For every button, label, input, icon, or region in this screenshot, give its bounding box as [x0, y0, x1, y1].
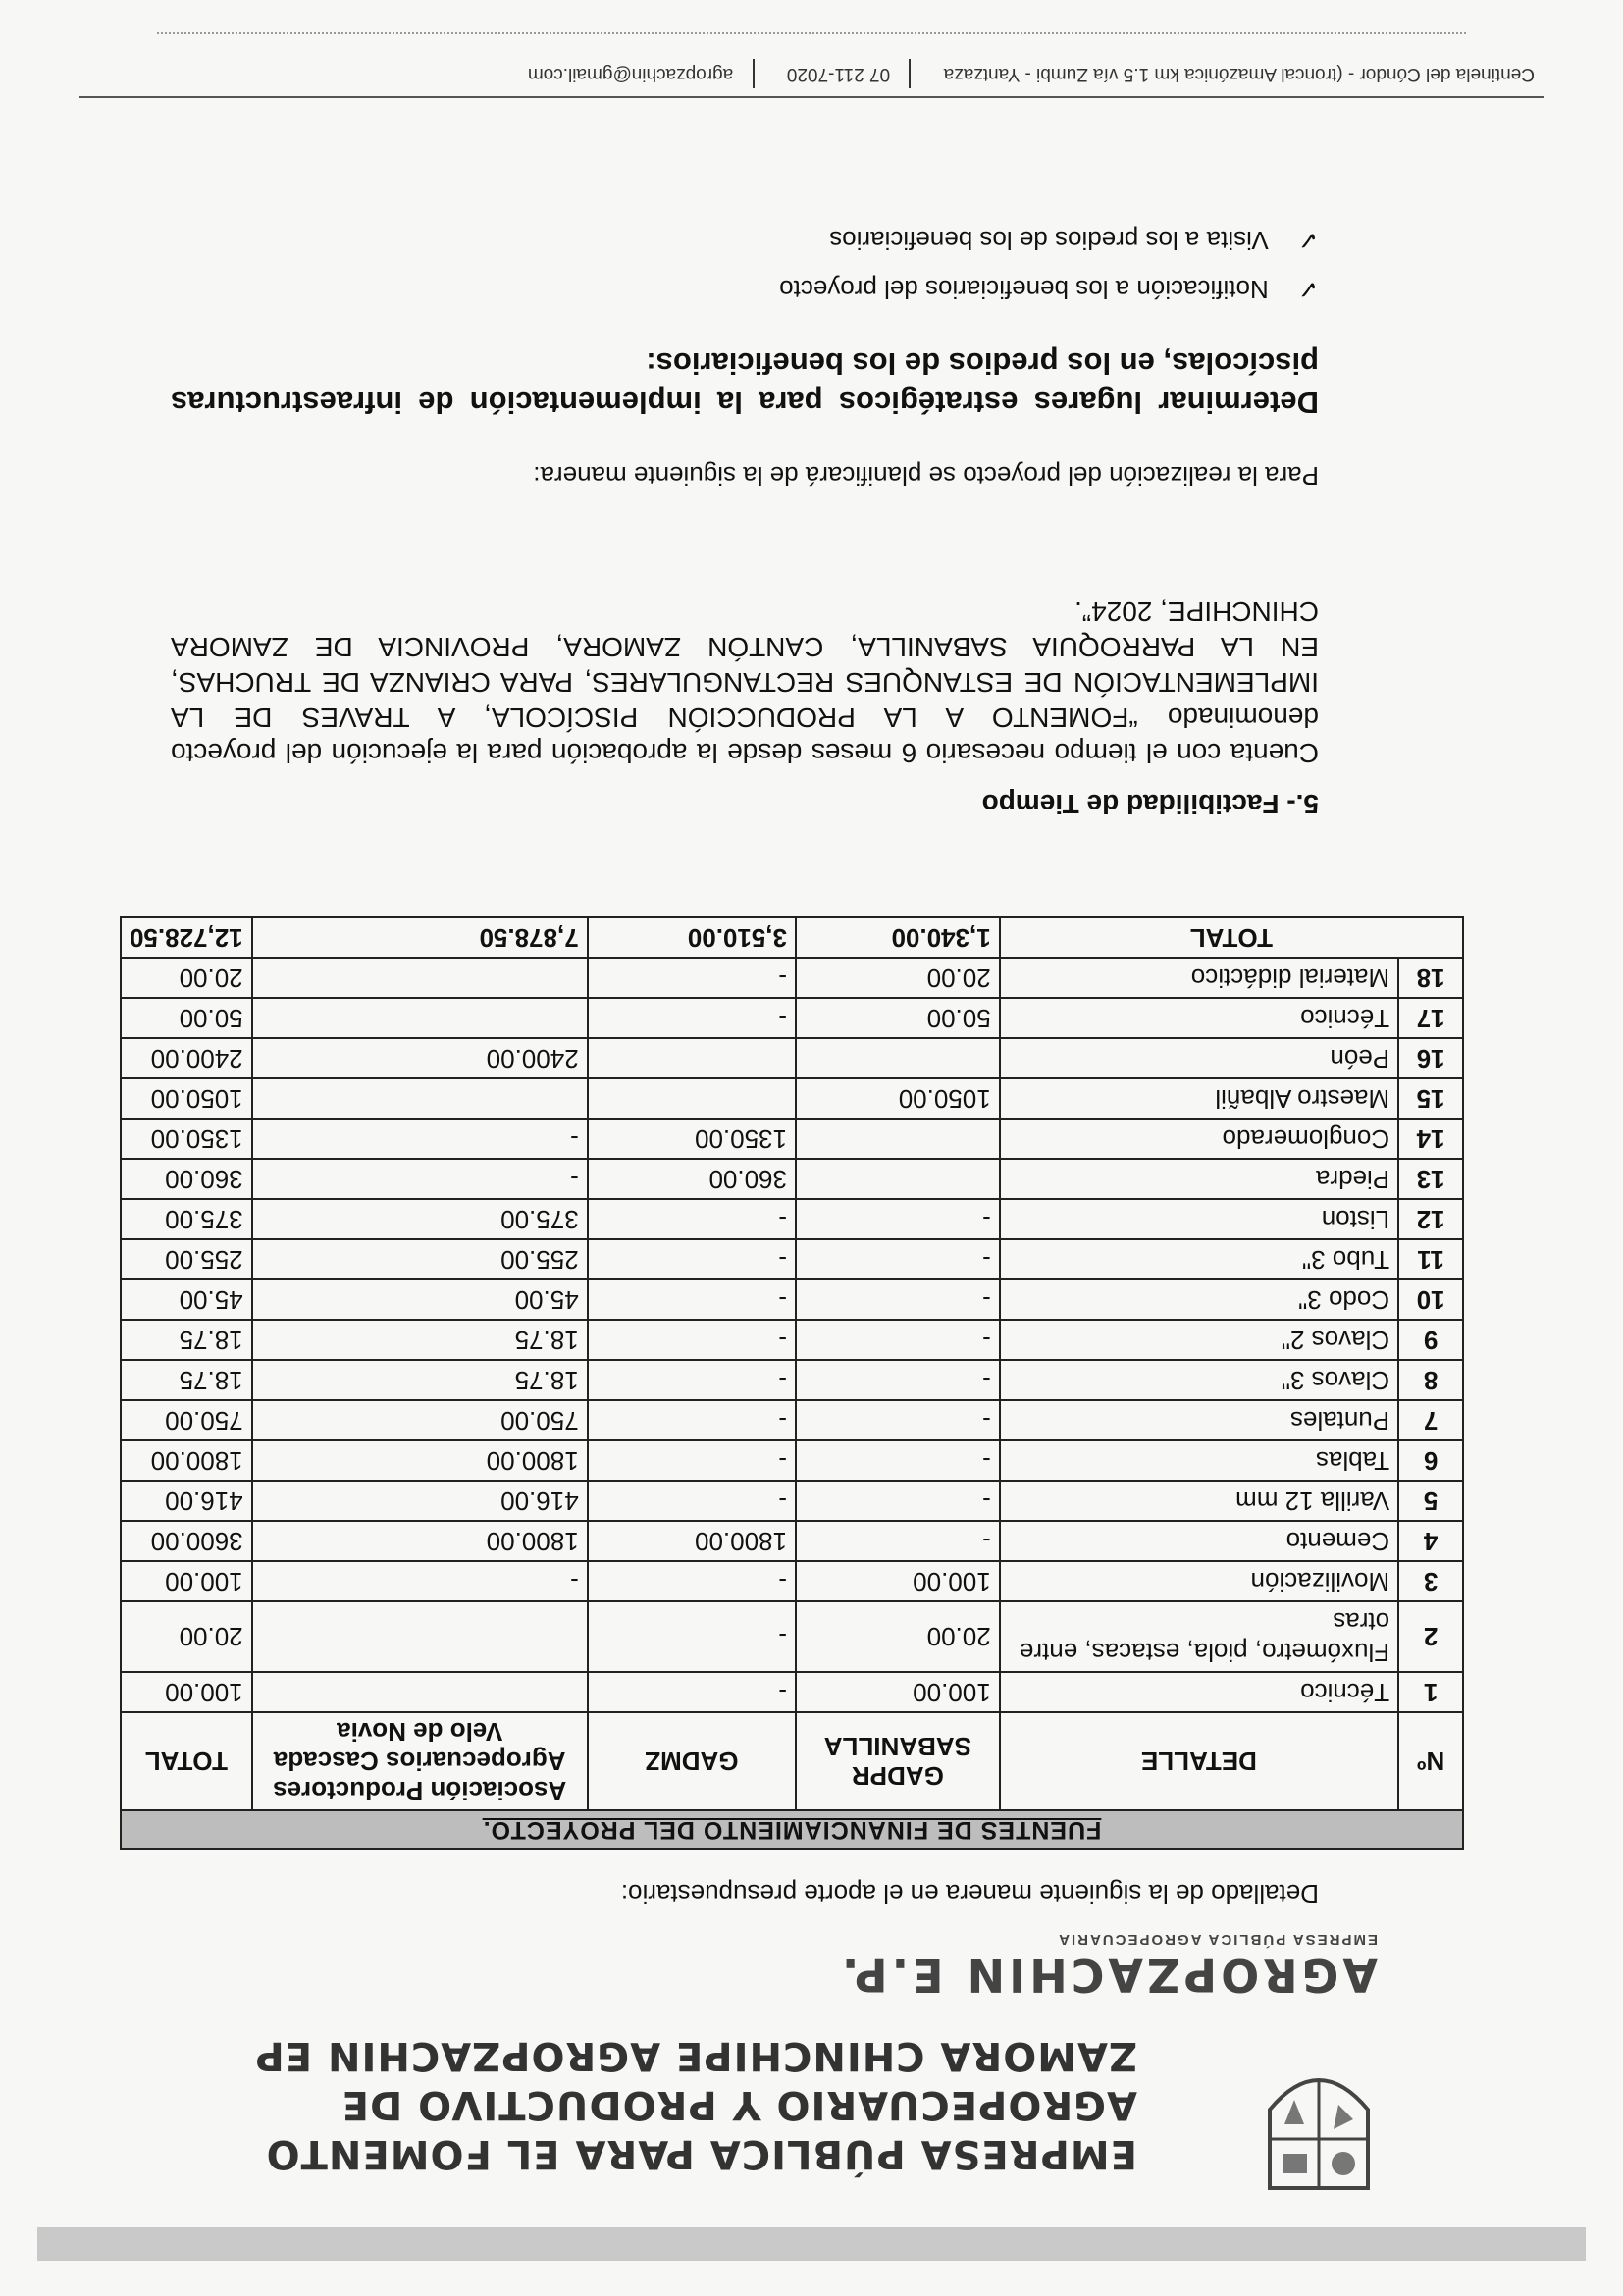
header-association: Asociación Productores Agropecuarios Cascada Velo de Novia [252, 1712, 588, 1810]
cell-no: 2 [1398, 1601, 1463, 1672]
footer-separator [909, 59, 911, 88]
cell-gadmz: - [588, 998, 796, 1038]
table-row [121, 1119, 1463, 1159]
cell-association: 1800.00 [252, 1521, 588, 1561]
cell-association: 45.00 [252, 1279, 588, 1320]
section-title: 5.- Factibilidad de Tiempo [981, 789, 1319, 819]
cell-no: 8 [1398, 1360, 1463, 1400]
table-row [121, 1440, 1463, 1481]
cell-gadpr: - [796, 1360, 1000, 1400]
table-row [121, 1601, 1463, 1672]
cell-detail: Clavos 3" [1000, 1360, 1398, 1400]
cell-association [252, 1672, 588, 1712]
cell-total: 18.75 [121, 1320, 252, 1360]
table-row [121, 1320, 1463, 1360]
cell-detail: Peón [1000, 1038, 1398, 1078]
cell-gadmz: - [588, 1320, 796, 1360]
cell-detail: Fluxómetro, piola, estacas, entre otras [1000, 1601, 1398, 1672]
cell-total: 360.00 [121, 1159, 252, 1199]
cell-gadmz: 1350.00 [588, 1119, 796, 1159]
cell-gadpr: 50.00 [796, 998, 1000, 1038]
cell-gadpr [796, 1038, 1000, 1078]
cell-no: 16 [1398, 1038, 1463, 1078]
cell-no: 4 [1398, 1521, 1463, 1561]
cell-detail: Tubo 3" [1000, 1239, 1398, 1279]
cell-gadpr: - [796, 1400, 1000, 1440]
cell-gadpr: 100.00 [796, 1672, 1000, 1712]
cell-association: 255.00 [252, 1239, 588, 1279]
header-detail: DETALLE [1000, 1712, 1398, 1810]
cell-gadpr: - [796, 1199, 1000, 1239]
cell-gadmz: 360.00 [588, 1159, 796, 1199]
cell-no: 11 [1398, 1239, 1463, 1279]
letterhead [102, 1931, 1378, 2198]
cell-association: 1800.00 [252, 1440, 588, 1481]
cell-detail: Codo 3" [1000, 1279, 1398, 1320]
header-bar [37, 2227, 1586, 2261]
cell-association: 18.75 [252, 1360, 588, 1400]
check-item [779, 274, 1319, 304]
totals-total: 12,728.50 [121, 917, 252, 958]
cell-total: 45.00 [121, 1279, 252, 1320]
cell-association: - [252, 1159, 588, 1199]
footer-email: agropzachin@gmail.com [527, 63, 734, 84]
footer-address: Centinela del Cóndor - (troncal Amazónica km 1.5 vía Zumbi - Yantzaza [943, 63, 1535, 84]
header-no: Nº [1398, 1712, 1463, 1810]
footer-divider [79, 96, 1544, 98]
table-title: FUENTES DE FINANCIAMIENTO DEL PROYECTO. [121, 1810, 1463, 1849]
cell-total: 100.00 [121, 1672, 252, 1712]
cell-total: 2400.00 [121, 1038, 252, 1078]
cell-association: - [252, 1561, 588, 1601]
check-item-text: Notificación a los beneficiarios del proyecto [779, 275, 1269, 304]
cell-gadpr: 20.00 [796, 958, 1000, 998]
table-header-row [121, 1712, 1463, 1810]
cell-gadpr: - [796, 1320, 1000, 1360]
cell-detail: Liston [1000, 1199, 1398, 1239]
section-paragraph: Cuenta con el tiempo necesario 6 meses desde la aprobación para la ejecución del proyecto denominado “FOMENTO A LA PRODUCCIÓN PISCÍCOLA, A TRAVES DE LA IMPLEMENTACIÓN DE ESTANQUES RECTANGULARES, PARA CRIANZA DE TRUCHAS, EN LA PARROQUIA SABANILLA, CANTÓN ZAMORA, PROVINCIA DE ZAMORA CHINCHIPE, 2024”. [171, 597, 1319, 768]
totals-row [121, 917, 1463, 958]
table-row [121, 1672, 1463, 1712]
cell-association: 416.00 [252, 1481, 588, 1521]
cell-gadmz: - [588, 1481, 796, 1521]
totals-gadmz: 3,510.00 [588, 917, 796, 958]
cell-detail: Técnico [1000, 998, 1398, 1038]
cell-gadmz: - [588, 1279, 796, 1320]
footer-separator [753, 59, 755, 88]
table-row [121, 1561, 1463, 1601]
check-item-text: Visita a los predios de los beneficiarios [829, 226, 1269, 255]
brand-subtitle: EMPRESA PÚBLICA AGROPECUARIA [1057, 1931, 1378, 1948]
check-icon: ✓ [1297, 226, 1319, 255]
cell-detail: Maestro Albañil [1000, 1078, 1398, 1119]
cell-gadmz: - [588, 1561, 796, 1601]
cell-association: 750.00 [252, 1400, 588, 1440]
cell-no: 1 [1398, 1672, 1463, 1712]
cell-association [252, 1078, 588, 1119]
cell-total: 20.00 [121, 958, 252, 998]
financing-table [120, 916, 1464, 1850]
cell-no: 9 [1398, 1320, 1463, 1360]
cell-gadpr: - [796, 1481, 1000, 1521]
totals-gadpr: 1,340.00 [796, 917, 1000, 958]
table-row [121, 958, 1463, 998]
cell-detail: Puntales [1000, 1400, 1398, 1440]
table-row [121, 1521, 1463, 1561]
cell-no: 3 [1398, 1561, 1463, 1601]
header-gadpr: GADPR SABANILLA [796, 1712, 1000, 1810]
cell-total: 1800.00 [121, 1440, 252, 1481]
cell-gadmz: - [588, 1672, 796, 1712]
table-row [121, 1199, 1463, 1239]
cell-gadpr: - [796, 1239, 1000, 1279]
cell-no: 5 [1398, 1481, 1463, 1521]
cell-detail: Conglomerado [1000, 1119, 1398, 1159]
cell-gadmz: 1800.00 [588, 1521, 796, 1561]
cell-gadmz: - [588, 1239, 796, 1279]
footer-dotted-line [157, 32, 1466, 34]
table-row [121, 998, 1463, 1038]
cell-gadmz: - [588, 1360, 796, 1400]
cell-association: 375.00 [252, 1199, 588, 1239]
cell-detail: Clavos 2" [1000, 1320, 1398, 1360]
cell-gadpr: - [796, 1440, 1000, 1481]
table-row [121, 1078, 1463, 1119]
cell-gadpr: 100.00 [796, 1561, 1000, 1601]
cell-gadpr: 20.00 [796, 1601, 1000, 1672]
cell-detail: Piedra [1000, 1159, 1398, 1199]
cell-total: 18.75 [121, 1360, 252, 1400]
table-row [121, 1159, 1463, 1199]
intro-text: Detallado de la siguiente manera en el aporte presupuestario: [620, 1879, 1319, 1908]
cell-no: 10 [1398, 1279, 1463, 1320]
cell-detail: Material didáctico [1000, 958, 1398, 998]
institution-title: EMPRESA PÚBLICA PARA EL FOMENTO AGROPECUARIO Y PRODUCTIVO DE ZAMORA CHINCHIPE AGROPZACHIN EP [254, 2033, 1137, 2176]
cell-total: 255.00 [121, 1239, 252, 1279]
cell-total: 375.00 [121, 1199, 252, 1239]
table-row [121, 1400, 1463, 1440]
cell-total: 1350.00 [121, 1119, 252, 1159]
cell-no: 6 [1398, 1440, 1463, 1481]
cell-total: 100.00 [121, 1561, 252, 1601]
cell-gadmz [588, 1038, 796, 1078]
check-icon: ✓ [1297, 275, 1319, 304]
cell-no: 17 [1398, 998, 1463, 1038]
cell-association: 2400.00 [252, 1038, 588, 1078]
cell-no: 7 [1398, 1400, 1463, 1440]
cell-association [252, 998, 588, 1038]
cell-association: - [252, 1119, 588, 1159]
cell-gadpr [796, 1159, 1000, 1199]
cell-gadmz: - [588, 1601, 796, 1672]
totals-association: 7,878.50 [252, 917, 588, 958]
cell-detail: Varilla 12 mm [1000, 1481, 1398, 1521]
cell-detail: Técnico [1000, 1672, 1398, 1712]
brand-name: AGROPZACHIN E.P. [837, 1949, 1378, 2002]
cell-total: 416.00 [121, 1481, 252, 1521]
cell-total: 50.00 [121, 998, 252, 1038]
cell-gadmz [588, 1078, 796, 1119]
cell-gadpr: - [796, 1279, 1000, 1320]
cell-association: 18.75 [252, 1320, 588, 1360]
cell-gadpr: 1050.00 [796, 1078, 1000, 1119]
cell-total: 1050.00 [121, 1078, 252, 1119]
cell-detail: Movilización [1000, 1561, 1398, 1601]
cell-no: 14 [1398, 1119, 1463, 1159]
header-total: TOTAL [121, 1712, 252, 1810]
totals-label: TOTAL [1000, 917, 1463, 958]
cell-association [252, 1601, 588, 1672]
cell-gadmz: - [588, 1400, 796, 1440]
cell-gadpr: - [796, 1521, 1000, 1561]
cell-no: 18 [1398, 958, 1463, 998]
cell-no: 13 [1398, 1159, 1463, 1199]
cell-no: 15 [1398, 1078, 1463, 1119]
cell-gadmz: - [588, 1440, 796, 1481]
table-row [121, 1360, 1463, 1400]
table-row [121, 1279, 1463, 1320]
cell-association [252, 958, 588, 998]
table-row [121, 1239, 1463, 1279]
cell-total: 750.00 [121, 1400, 252, 1440]
strategic-heading: Determinar lugares estratégicos para la implementación de infraestructuras piscícolas, en los predios de los beneficiarios: [171, 346, 1319, 420]
cell-gadmz: - [588, 958, 796, 998]
cell-detail: Cemento [1000, 1521, 1398, 1561]
table-row [121, 1038, 1463, 1078]
table-row [121, 1481, 1463, 1521]
cell-gadpr [796, 1119, 1000, 1159]
check-item [829, 225, 1319, 255]
shield-logo-icon [1260, 2051, 1378, 2198]
header-gadmz: GADMZ [588, 1712, 796, 1810]
cell-total: 3600.00 [121, 1521, 252, 1561]
footer-phone: 07 211-7020 [786, 63, 891, 84]
cell-gadmz: - [588, 1199, 796, 1239]
cell-detail: Tablas [1000, 1440, 1398, 1481]
footer [82, 59, 1535, 88]
cell-no: 12 [1398, 1199, 1463, 1239]
plan-text: Para la realización del proyecto se planificará de la siguiente manera: [533, 461, 1319, 491]
cell-total: 20.00 [121, 1601, 252, 1672]
